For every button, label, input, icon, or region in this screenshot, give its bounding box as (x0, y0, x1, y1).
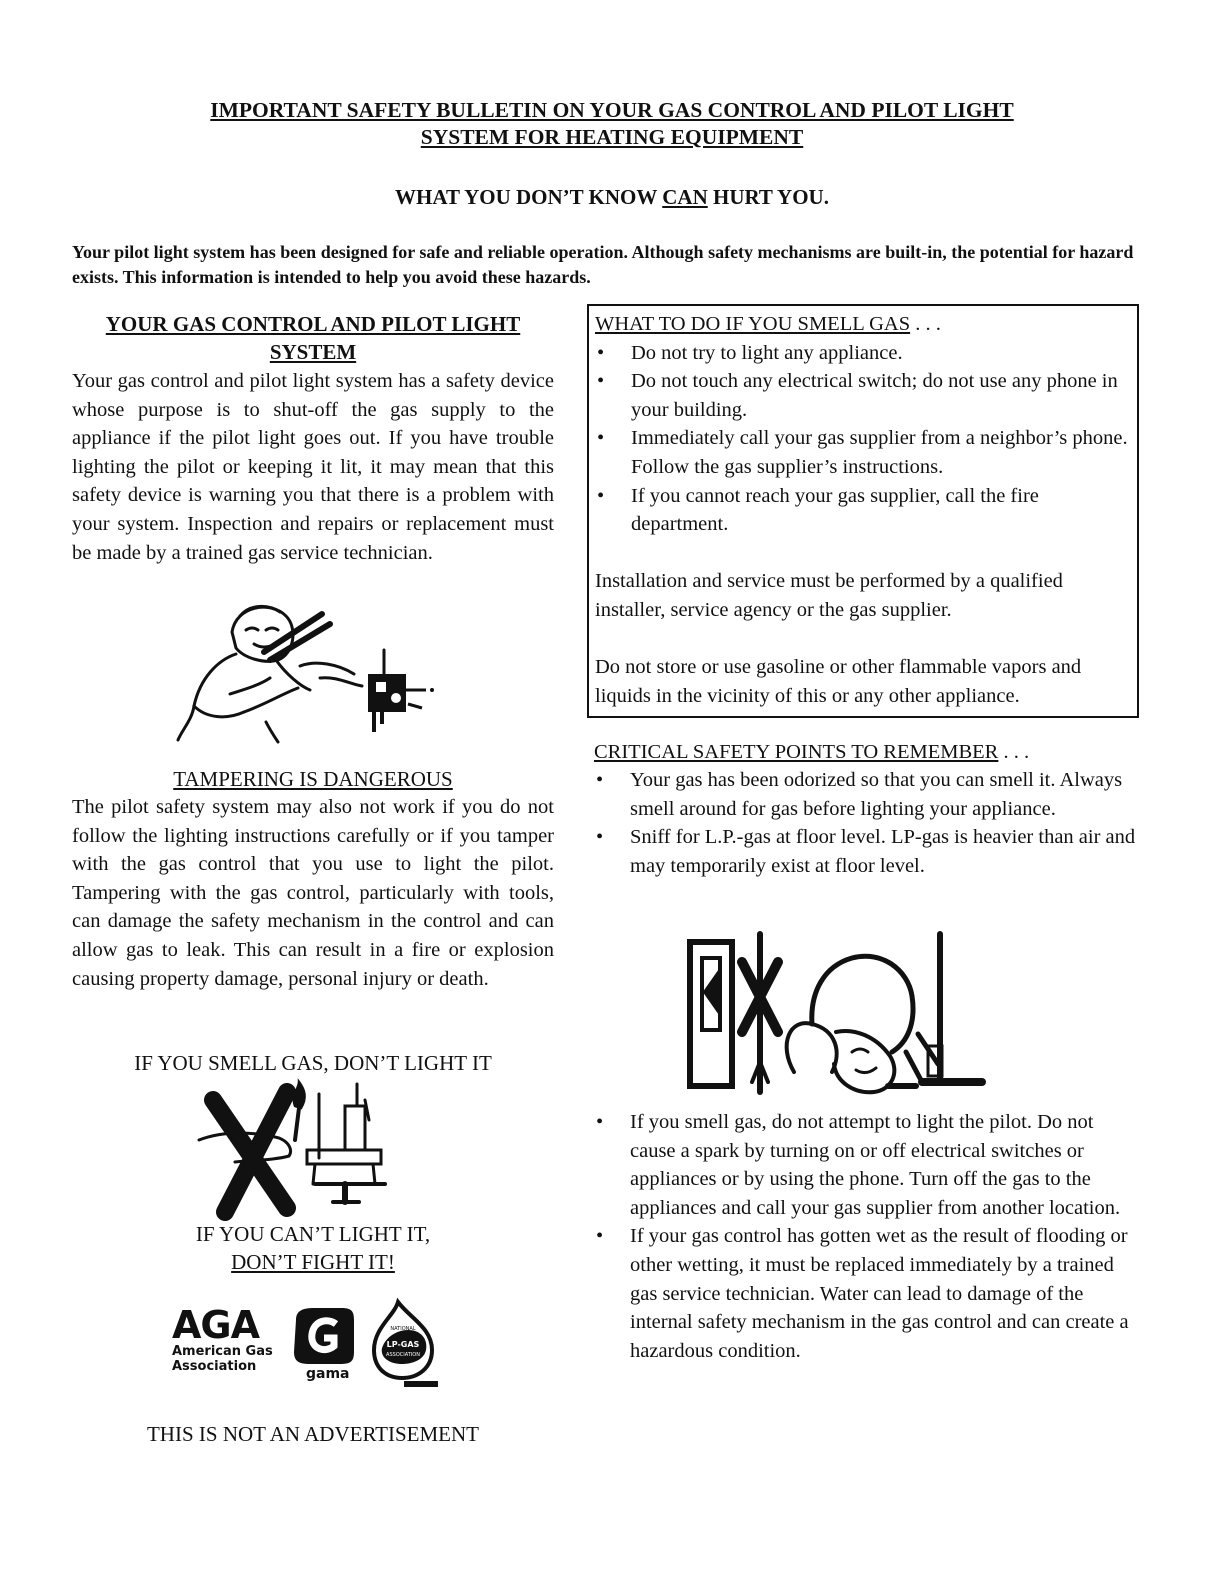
lp-gas-name-line-2: LP-GAS (386, 1340, 420, 1349)
cant-light-caption: IF YOU CAN’T LIGHT IT, (195, 1222, 431, 1246)
section-text-gas-control: Your gas control and pilot light system has a safety device whose purpose is to shut-off the gas supply to the appliance if the pilot light goes out. If you have trouble lighting the pilot or keeping it lit, it may mean that this safety device is warning you that there is a problem with your system. Inspection and repairs or replacement must be made by a trained gas service technician. (72, 370, 554, 564)
list-item (594, 1222, 1142, 1365)
smell-gas-heading-suffix: . . . (910, 313, 941, 335)
bullet-dot: • (597, 427, 605, 450)
lp-gas-name-line-1: NATIONAL (390, 1326, 416, 1332)
bulletin-title-line-2: SYSTEM FOR HEATING EQUIPMENT (420, 125, 804, 149)
list-item-text: If you cannot reach your gas supplier, call the fire department. (631, 484, 1039, 536)
bullet-dot: • (596, 1111, 604, 1133)
critical-list-top (594, 766, 1142, 880)
bullet-dot: • (596, 1225, 604, 1248)
smell-gas-list (595, 339, 1137, 539)
bullet-dot: • (597, 370, 605, 393)
list-item-text: Do not try to light any appliance. (631, 341, 903, 364)
storage-note: Do not store or use gasoline or other flammable vapors and liquids in the vicinity of this or any other appliance. (595, 656, 1082, 707)
smell-gas-caption: IF YOU SMELL GAS, DON’T LIGHT IT (134, 1051, 492, 1075)
critical-heading-text: CRITICAL SAFETY POINTS TO REMEMBER (594, 741, 999, 763)
subtitle-emphasis: CAN (662, 185, 708, 209)
list-item (594, 1108, 1142, 1222)
subtitle-after: HURT YOU. (707, 185, 829, 209)
critical-list-bottom (594, 1108, 1142, 1365)
gama-mark-icon (290, 1306, 356, 1366)
not-advertisement-note: THIS IS NOT AN ADVERTISEMENT (146, 1422, 480, 1446)
smell-gas-heading (595, 310, 1137, 339)
critical-heading (594, 738, 1142, 767)
bulletin-title-line-1: IMPORTANT SAFETY BULLETIN ON YOUR GAS CONTROL AND PILOT LIGHT (210, 98, 1014, 122)
aga-name-line-2: Association (172, 1359, 257, 1374)
list-item (594, 823, 1142, 880)
smell-gas-heading-text: WHAT TO DO IF YOU SMELL GAS (595, 313, 911, 335)
bullet-dot: • (596, 769, 604, 791)
lp-gas-name-line-3: ASSOCIATION (386, 1352, 420, 1358)
list-item (595, 339, 1137, 368)
list-item (595, 424, 1137, 481)
sniffing-for-gas-illustration (686, 932, 986, 1102)
gama-logo (290, 1306, 360, 1386)
aga-logo (172, 1303, 284, 1386)
gama-name: gama (306, 1366, 350, 1382)
list-item (595, 482, 1137, 539)
tampering-text: The pilot safety system may also not work if you do not follow the lighting instructions carefully or if you tamper with the gas control that you use to light the pilot. Tampering with the gas control, particularly with tools, can damage the safety mechanism in the control and can allow gas to leak. This can result in a fire or explosion causing property damage, personal injury or death. (72, 796, 554, 990)
bullet-dot: • (597, 341, 605, 364)
dont-light-it-illustration (195, 1080, 395, 1220)
tampering-title: TAMPERING IS DANGEROUS (173, 767, 453, 791)
aga-name-line-1: American Gas (172, 1344, 273, 1359)
subtitle-before: WHAT YOU DON’T KNOW (395, 185, 663, 209)
smell-gas-box (587, 304, 1139, 718)
bullet-dot: • (596, 826, 604, 849)
list-item (594, 766, 1142, 823)
section-title-gas-control: YOUR GAS CONTROL AND PILOT LIGHT SYSTEM (105, 312, 521, 364)
list-item-text: Do not touch any electrical switch; do not use any phone in your building. (631, 370, 1118, 421)
installation-note: Installation and service must be performed by a qualified installer, service agency or the gas supplier. (595, 570, 1063, 621)
list-item-text: Sniff for L.P.-gas at floor level. LP-gas is heavier than air and may temporarily exist at floor level. (630, 826, 1136, 877)
list-item-text: Immediately call your gas supplier from a neighbor’s phone. Follow the gas supplier’s instructions. (631, 427, 1128, 478)
technician-tampering-illustration (170, 594, 440, 744)
intro-paragraph: Your pilot light system has been designed for safe and reliable operation. Although safety mechanisms are built-in, the potential for hazard exists. This information is intended to help you avoid these hazards. (72, 242, 1134, 287)
dont-fight-caption: DON’T FIGHT IT! (231, 1250, 395, 1274)
list-item-text: Your gas has been odorized so that you can smell it. Always smell around for gas before lighting your appliance. (630, 769, 1123, 820)
bullet-dot: • (597, 484, 605, 507)
lp-gas-logo (368, 1298, 438, 1390)
subtitle (100, 184, 1124, 210)
list-item-text: If you smell gas, do not attempt to light the pilot. Do not cause a spark by turning on or off electrical switches or appliances or by using the phone. Turn off the gas to the appliances and call your gas supplier from another location. (630, 1111, 1121, 1219)
list-item-text: If your gas control has gotten wet as the result of flooding or other wetting, it must be replaced immediately by a trained gas service technician. Water can lead to damage of the internal safety mechanism in the gas control and can create a hazardous condition. (630, 1225, 1129, 1362)
bulletin-title (100, 97, 1124, 151)
aga-mark: AGA (172, 1303, 260, 1347)
critical-heading-suffix: . . . (998, 741, 1030, 763)
list-item (595, 367, 1137, 424)
